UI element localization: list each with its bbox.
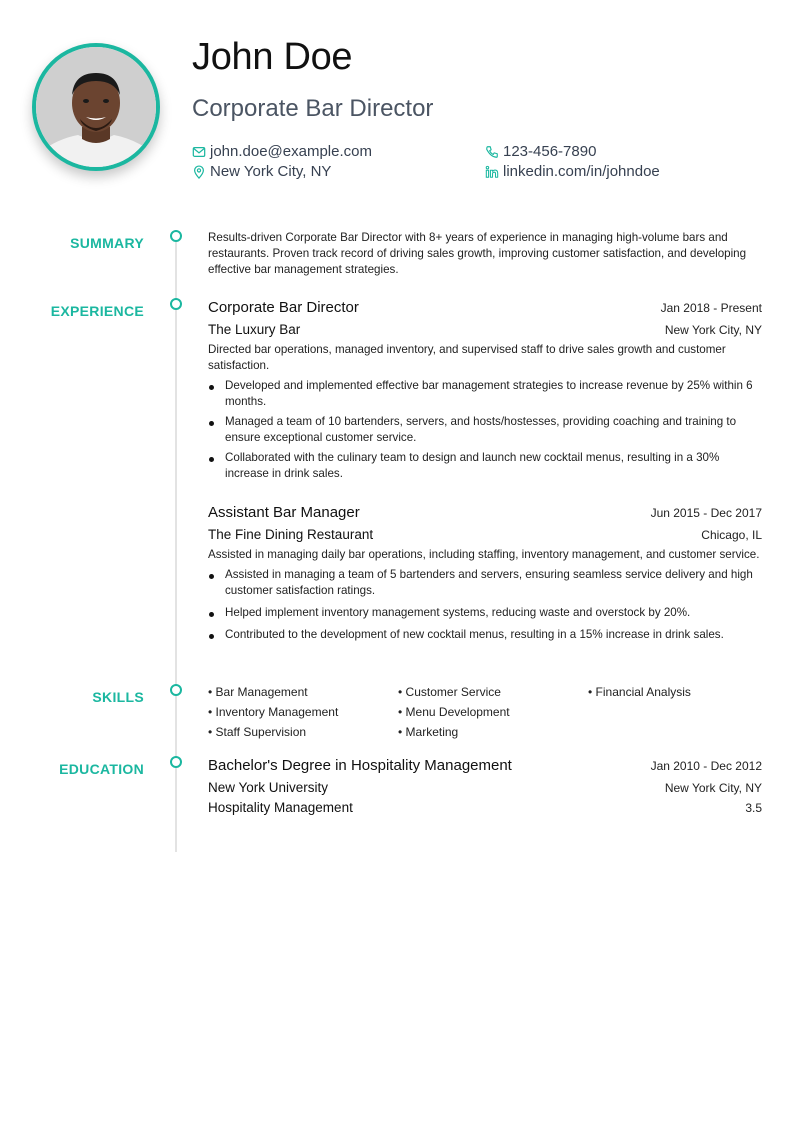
summary-text: Results-driven Corporate Bar Director with 8+ years of experience in managing high-volume bars and restaurants. Proven track record of driving sales growth, improving customer satisfaction, and developing effective bar management strategies. [208,231,747,276]
phone-contact[interactable] [485,143,596,160]
job-entry [208,299,762,482]
skill-item: • Financial Analysis [588,684,762,700]
job-date: Jun 2015 - Dec 2017 [650,506,762,520]
job-location: Chicago, IL [701,528,762,542]
timeline-dot-summary [170,230,182,242]
school-name: New York University [208,780,329,795]
location-text: New York City, NY [210,163,332,180]
email-contact[interactable] [192,143,372,160]
gpa-value: 3.5 [745,801,762,815]
avatar [32,43,160,171]
phone-icon [485,145,499,159]
list-item: Developed and implemented effective bar management strategies to increase revenue by 25% within 6 months. [208,378,762,410]
job-entry [208,504,762,643]
job-company: The Fine Dining Restaurant [208,527,374,542]
field-of-study: Hospitality Management [208,800,353,815]
skill-item: • Bar Management [208,684,398,700]
list-item: Assisted in managing a team of 5 bartenders and servers, ensuring seamless service delivery and high customer satisfaction ratings. [208,567,762,599]
candidate-name: John Doe [192,36,353,78]
job-date: Jan 2018 - Present [660,301,762,315]
school-location: New York City, NY [664,781,762,795]
skills-grid [208,684,762,740]
job-title: Corporate Bar Director [208,299,359,316]
skill-item: • Menu Development [398,704,588,720]
list-item: Managed a team of 10 bartenders, servers, and hosts/hostesses, providing coaching and training to ensure exceptional customer service. [208,414,762,446]
section-label-summary: SUMMARY [70,235,144,251]
linkedin-contact[interactable] [485,163,660,180]
job-bullets [208,567,762,643]
job-location: New York City, NY [664,323,762,337]
timeline-dot-experience [170,298,182,310]
job-bullets [208,378,762,482]
section-label-skills: SKILLS [92,689,144,705]
mail-icon [192,145,206,159]
timeline-dot-education [170,756,182,768]
linkedin-text: linkedin.com/in/johndoe [503,163,660,180]
skills-section [208,684,762,740]
linkedin-icon [485,165,499,179]
job-description: Directed bar operations, managed inventory, and supervised staff to drive sales growth and customer satisfaction. [208,343,726,372]
profile-photo [36,47,156,167]
education-date: Jan 2010 - Dec 2012 [650,759,762,773]
summary-section [208,230,762,278]
email-text: john.doe@example.com [210,143,372,160]
job-title: Assistant Bar Manager [208,504,360,521]
degree-title: Bachelor's Degree in Hospitality Management [208,757,512,774]
job-description: Assisted in managing daily bar operations, including staffing, inventory management, and customer service. [208,548,760,561]
candidate-title: Corporate Bar Director [192,95,434,122]
skill-item: • Marketing [398,724,588,740]
location-contact [192,163,331,180]
education-entry [208,757,762,815]
section-label-education: EDUCATION [59,761,144,777]
list-item: Helped implement inventory management systems, reducing waste and overstock by 20%. [208,605,762,621]
list-item: Collaborated with the culinary team to design and launch new cocktail menus, resulting in a 30% increase in drink sales. [208,450,762,482]
list-item: Contributed to the development of new cocktail menus, resulting in a 15% increase in drink sales. [208,627,762,643]
timeline-dot-skills [170,684,182,696]
skill-item: • Inventory Management [208,704,398,720]
skill-item: • Customer Service [398,684,588,700]
map-pin-icon [192,165,206,179]
section-label-experience: EXPERIENCE [50,303,144,319]
phone-text: 123-456-7890 [503,143,597,160]
job-company: The Luxury Bar [208,322,301,337]
skill-item: • Staff Supervision [208,724,398,740]
